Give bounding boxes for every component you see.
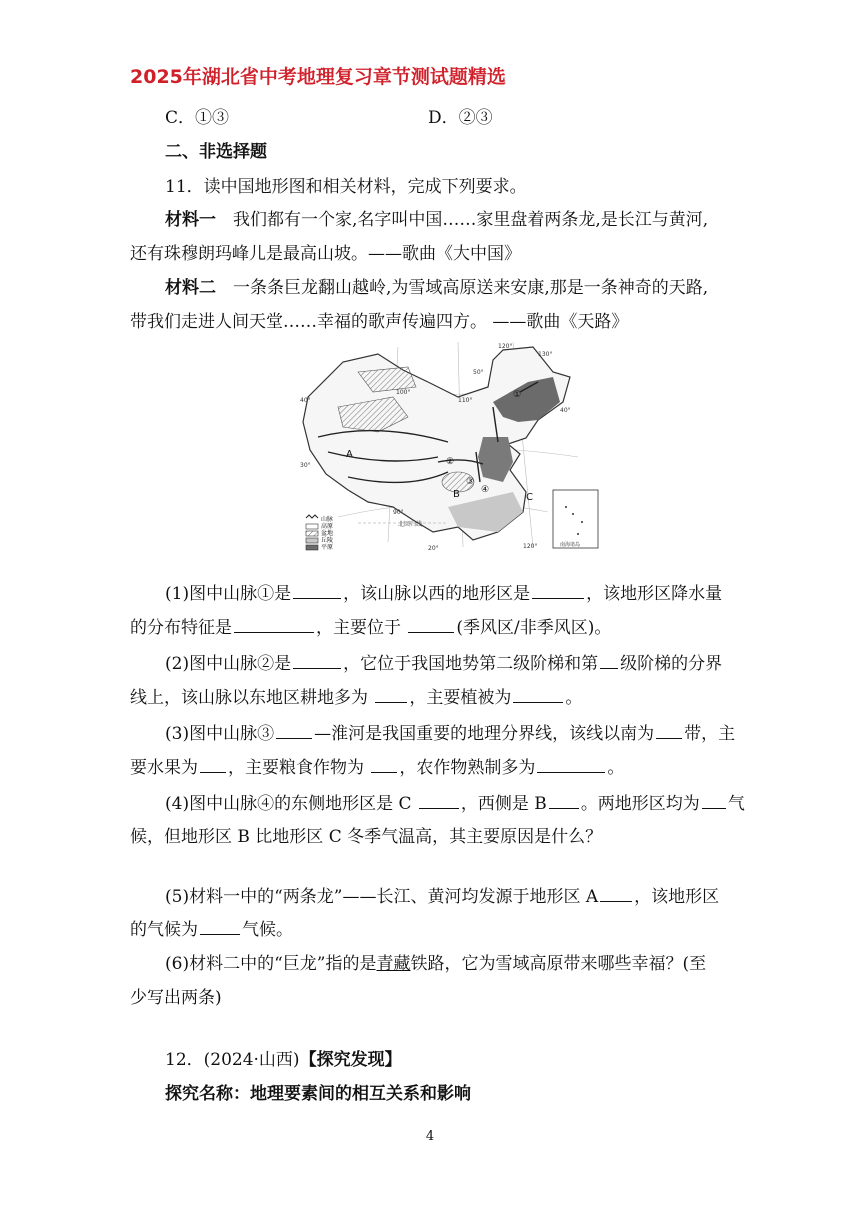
legend-plateau: 高原	[321, 523, 334, 530]
p4-text-d: 气	[727, 794, 745, 814]
label-130e: 130°	[538, 351, 553, 358]
material-one-line2: 还有珠穆朗玛峰儿是最高山坡。——歌曲《大中国》	[130, 244, 521, 264]
p4-text-a: (4)图中山脉④的东侧地形区是 C	[165, 794, 417, 814]
material-two-line2: 带我们走进人间天堂……幸福的歌声传遍四方。 ——歌曲《天路》	[130, 312, 629, 332]
answer-blank[interactable]	[549, 792, 579, 809]
q11-part1-line1	[165, 582, 722, 605]
p4-text-b: ，西侧是 B	[460, 794, 547, 814]
south-sea-inset	[553, 490, 598, 548]
q11-part4-line2: 候，但地形区 B 比地形区 C 冬季气温高，其主要原因是什么？	[130, 827, 603, 847]
p2-text-e: ，主要植被为	[409, 688, 512, 708]
p2-text-b: ，它位于我国地势第二级阶梯和第	[343, 654, 599, 674]
answer-blank[interactable]	[293, 652, 341, 669]
label-100e: 100°	[396, 389, 411, 396]
p1-text-c: ，该地形区降水量	[586, 584, 723, 604]
answer-blank[interactable]	[419, 792, 459, 809]
q11-part5-line1	[165, 885, 719, 908]
answer-blank[interactable]	[656, 722, 682, 739]
p1-text-f: (季风区/非季风区)。	[456, 618, 612, 638]
p3-text-a: (3)图中山脉③	[165, 724, 275, 744]
legend-basin: 盆地	[321, 530, 334, 537]
p2-text-a: (2)图中山脉②是	[165, 654, 292, 674]
label-40n: 40°	[300, 397, 311, 404]
p3-text-e: ，主要粮食作物为	[228, 758, 370, 778]
p6-underlined: 青藏	[376, 954, 411, 974]
answer-blank[interactable]	[537, 756, 605, 773]
label-20n: 20°	[428, 545, 439, 552]
label-120e-bottom: 120°	[523, 543, 538, 550]
q11-part3-line1	[165, 722, 735, 745]
answer-blank[interactable]	[600, 885, 632, 902]
material-one-text: 我们都有一个家,名字叫中国……家里盘着两条龙,是长江与黄河,	[216, 210, 709, 230]
legend-hill: 丘陵	[321, 537, 334, 544]
q12-line1	[165, 1049, 402, 1071]
p2-text-d: 线上，该山脉以东地区耕地多为	[130, 688, 374, 708]
p1-text-d: 的分布特征是	[130, 618, 232, 638]
document-header: 2025年湖北省中考地理复习章节测试题精选	[130, 66, 506, 88]
p5-text-c: 的气候为	[130, 920, 198, 940]
answer-blank[interactable]	[200, 756, 226, 773]
q11-part4-line1	[165, 792, 745, 815]
p3-text-g: 。	[607, 758, 625, 778]
p5-text-d: 气候。	[242, 920, 293, 940]
material-two-label: 材料二	[165, 278, 216, 298]
tropic-of-cancer-label: 北回归线	[398, 521, 423, 528]
label-50n: 50°	[473, 369, 484, 376]
answer-blank[interactable]	[702, 792, 726, 809]
p2-text-f: 。	[565, 688, 583, 708]
q11-part6-line1	[165, 953, 706, 975]
label-30n: 30°	[300, 462, 311, 469]
q11-part2-line1	[165, 652, 722, 675]
legend-plain: 平原	[321, 544, 334, 551]
q12-source: 12．(2024·山西)	[165, 1050, 300, 1070]
p5-text-a: (5)材料一中的“两条龙”——长江、黄河均发源于地形区 A	[165, 887, 599, 907]
region-b: B	[453, 489, 460, 500]
p3-text-c: 带，主	[684, 724, 736, 744]
q11-part2-line2	[130, 686, 582, 709]
p6-text-a: (6)材料二中的“巨龙”指的是	[165, 954, 377, 974]
answer-blank[interactable]	[234, 616, 314, 633]
page-number: 4	[425, 1129, 435, 1144]
p3-text-d: 要水果为	[130, 758, 198, 778]
q11-intro: 11．读中国地形图和相关材料，完成下列要求。	[165, 177, 527, 197]
answer-blank[interactable]	[408, 616, 454, 633]
answer-blank[interactable]	[200, 918, 240, 935]
material-one-label: 材料一	[165, 210, 216, 230]
answer-blank[interactable]	[276, 722, 312, 739]
label-110e: 110°	[458, 397, 473, 404]
region-a: A	[346, 449, 353, 460]
south-sea-islands-label: 南海诸岛	[560, 542, 581, 548]
answer-blank[interactable]	[513, 686, 563, 703]
p4-text-c: 。两地形区均为	[580, 794, 700, 814]
label-40n-east: 40°	[560, 407, 571, 414]
p3-text-b: —淮河是我国重要的地理分界线，该线以南为	[314, 724, 655, 744]
answer-blank[interactable]	[371, 756, 397, 773]
material-two-line1	[165, 277, 708, 299]
marker-4: ④	[481, 485, 490, 495]
p5-text-b: ，该地形区	[634, 887, 720, 907]
label-120e-top: 120°	[498, 343, 513, 350]
legend-mountain: 山脉	[321, 516, 334, 523]
option-d: D．②③	[428, 108, 493, 128]
q11-part5-line2	[130, 918, 293, 941]
answer-blank[interactable]	[293, 582, 341, 599]
china-terrain-map	[298, 342, 603, 554]
q11-part6-line2: 少写出两条)	[130, 988, 222, 1008]
section-title: 二、非选择题	[165, 142, 267, 162]
material-two-text: 一条条巨龙翻山越岭,为雪域高原送来安康,那是一条神奇的天路,	[216, 278, 709, 298]
option-c: C．①③	[165, 108, 230, 128]
answer-blank[interactable]	[375, 686, 407, 703]
answer-blank[interactable]	[532, 582, 584, 599]
region-c: C	[526, 492, 533, 503]
q12-section-label: 【探究发现】	[299, 1050, 402, 1070]
marker-3: ③	[466, 477, 475, 487]
label-90e: 90°	[393, 509, 404, 516]
p6-text-b: 铁路，它为雪域高原带来哪些幸福？(至	[410, 954, 707, 974]
p1-text-e: ，主要位于	[316, 618, 407, 638]
q12-line2: 探究名称：地理要素间的相互关系和影响	[165, 1084, 471, 1104]
marker-2: ②	[446, 457, 455, 467]
marker-1: ①	[513, 390, 522, 400]
p2-text-c: 级阶梯的分界	[620, 654, 723, 674]
material-one-line1	[165, 209, 708, 231]
p3-text-f: ，农作物熟制多为	[399, 758, 536, 778]
p1-text-b: ，该山脉以西的地形区是	[343, 584, 531, 604]
q11-part3-line2	[130, 756, 624, 779]
q11-part1-line2	[130, 616, 611, 639]
answer-blank[interactable]	[600, 652, 618, 669]
p1-text-a: (1)图中山脉①是	[165, 584, 292, 604]
